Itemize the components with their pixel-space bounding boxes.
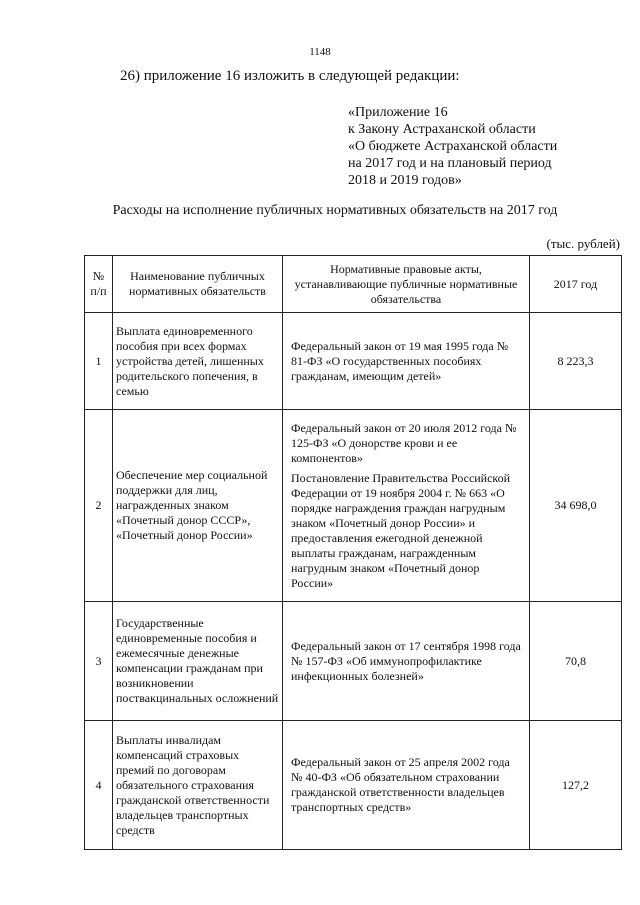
row-number: 1: [85, 313, 113, 410]
table-row: [85, 721, 622, 850]
units-label: (тыс. рублей): [546, 236, 620, 251]
table-row: [85, 410, 622, 602]
table-header-row: [85, 256, 622, 313]
header-acts: Нормативные правовые акты, устанавливающие публичные нормативные обязательства: [283, 256, 530, 313]
document-title: Расходы на исполнение публичных нормативных обязательств на 2017 год: [112, 203, 558, 218]
legal-act: Федеральный закон от 20 июля 2012 года № 125-ФЗ «О донорстве крови и ее компонентов»: [291, 420, 517, 465]
row-number: 3: [85, 602, 113, 721]
legal-acts-cell: [283, 313, 530, 410]
legal-act: Федеральный закон от 25 апреля 2002 года № 40-ФЗ «Об обязательном страховании гражданской ответственности владельцев транспортных средств»: [291, 755, 510, 814]
header-num: № п/п: [85, 256, 113, 313]
amount: 70,8: [530, 602, 622, 721]
obligation-name: Выплаты инвалидам компенсаций страховых премий по договорам обязательного страхования гражданской ответственности владельцев транспортных средств: [113, 721, 283, 850]
table-row: [85, 602, 622, 721]
appendix-line: на 2017 год и на плановый период: [348, 156, 552, 171]
amount: 127,2: [530, 721, 622, 850]
header-name: Наименование публичных нормативных обязательств: [113, 256, 283, 313]
appendix-line: к Закону Астраханской области: [348, 122, 536, 137]
obligation-name: Выплата единовременного пособия при всех формах устройства детей, лишенных родительского попечения, в семью: [113, 313, 283, 410]
legal-act: Постановление Правительства Российской Федерации от 19 ноября 2004 г. № 663 «О порядке награждения граждан нагрудным знаком «Почетный донор России» и предоставления ежегодной денежной выплаты гражданам, награжденным нагрудным знаком «Почетный донор России»: [291, 470, 511, 590]
obligations-table: [84, 255, 622, 850]
appendix-line: «Приложение 16: [348, 105, 448, 120]
legal-acts-cell: [283, 602, 530, 721]
appendix-line: 2018 и 2019 годов»: [348, 173, 462, 188]
appendix-line: «О бюджете Астраханской области: [348, 139, 558, 154]
table-row: [85, 313, 622, 410]
appendix-header: [348, 104, 557, 189]
amount: 34 698,0: [530, 410, 622, 602]
header-year: 2017 год: [530, 256, 622, 313]
row-number: 4: [85, 721, 113, 850]
amendment-instruction: 26) приложение 16 изложить в следующей редакции:: [120, 68, 460, 84]
legal-acts-cell: [283, 410, 530, 602]
amount: 8 223,3: [530, 313, 622, 410]
page-number: 1148: [309, 46, 331, 58]
legal-act: Федеральный закон от 19 мая 1995 года № 81-ФЗ «О государственных пособиях гражданам, имеющим детей»: [291, 338, 509, 383]
obligation-name: Обеспечение мер социальной поддержки для лиц, награжденных знаком «Почетный донор СССР», «Почетный донор России»: [113, 410, 283, 602]
legal-acts-cell: [283, 721, 530, 850]
row-number: 2: [85, 410, 113, 602]
obligation-name: Государственные единовременные пособия и ежемесячные денежные компенсации гражданам при возникновении поствакцинальных осложнений: [113, 602, 283, 721]
legal-act: Федеральный закон от 17 сентября 1998 года № 157-ФЗ «Об иммунопрофилактике инфекционных болезней»: [291, 638, 521, 683]
